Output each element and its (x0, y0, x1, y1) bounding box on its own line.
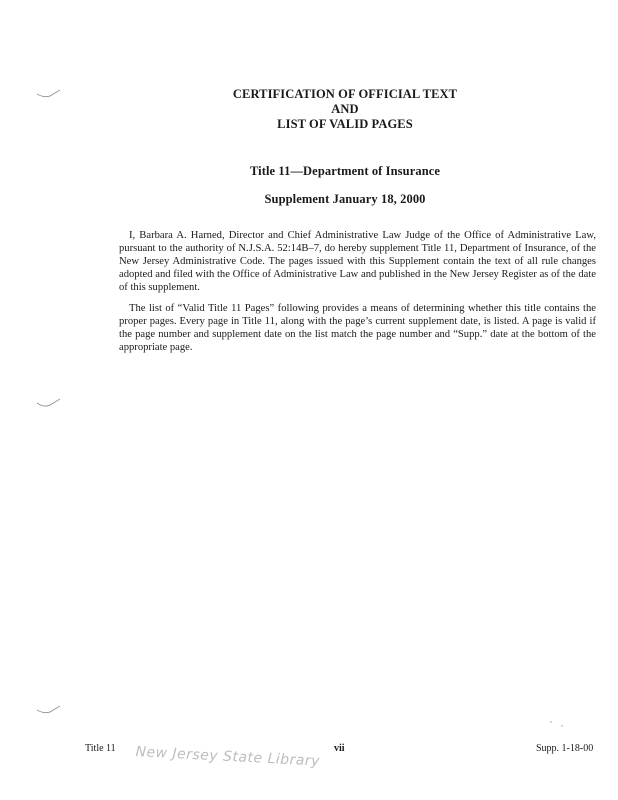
heading-line-2: AND (331, 102, 359, 116)
punch-mark-bottom (36, 704, 62, 718)
punch-mark-middle (36, 397, 62, 411)
library-stamp: New Jersey State Library (135, 744, 321, 770)
footer-page-number: vii (334, 743, 345, 754)
heading-line-1: CERTIFICATION OF OFFICIAL TEXT (232, 87, 458, 101)
paragraph-valid-pages: The list of “Valid Title 11 Pages” following provides a means of determining whether this title contains the proper pages. Every page in Title 11, along with the page’s current supplement date, is listed. A page is valid if the page number and supplement date on the list match the page number and “Supp.” date at the bottom of the appropriate page. (119, 303, 596, 353)
punch-mark-top (36, 88, 62, 102)
paragraph-certification: I, Barbara A. Harned, Director and Chief Administrative Law Judge of the Office of Administrative Law, pursuant to the authority of N.J.S.A. 52:14B–7, do hereby supplement Title 11, Department of Insurance, of the New Jersey Administrative Code. The pages issued with this Supplement contain the text of all rule changes adopted and filed with the Office of Administrative Law and published in the New Jersey Register as of the date of this supplement. (119, 230, 596, 293)
supplement-heading: Supplement January 18, 2000 (264, 192, 426, 206)
footer-supplement-date: Supp. 1-18-00 (536, 743, 594, 754)
speck-mark (548, 718, 568, 730)
heading-line-3: LIST OF VALID PAGES (277, 117, 413, 131)
title-heading: Title 11—Department of Insurance (249, 164, 441, 178)
footer-title: Title 11 (85, 743, 116, 754)
certification-heading (36, 87, 618, 132)
